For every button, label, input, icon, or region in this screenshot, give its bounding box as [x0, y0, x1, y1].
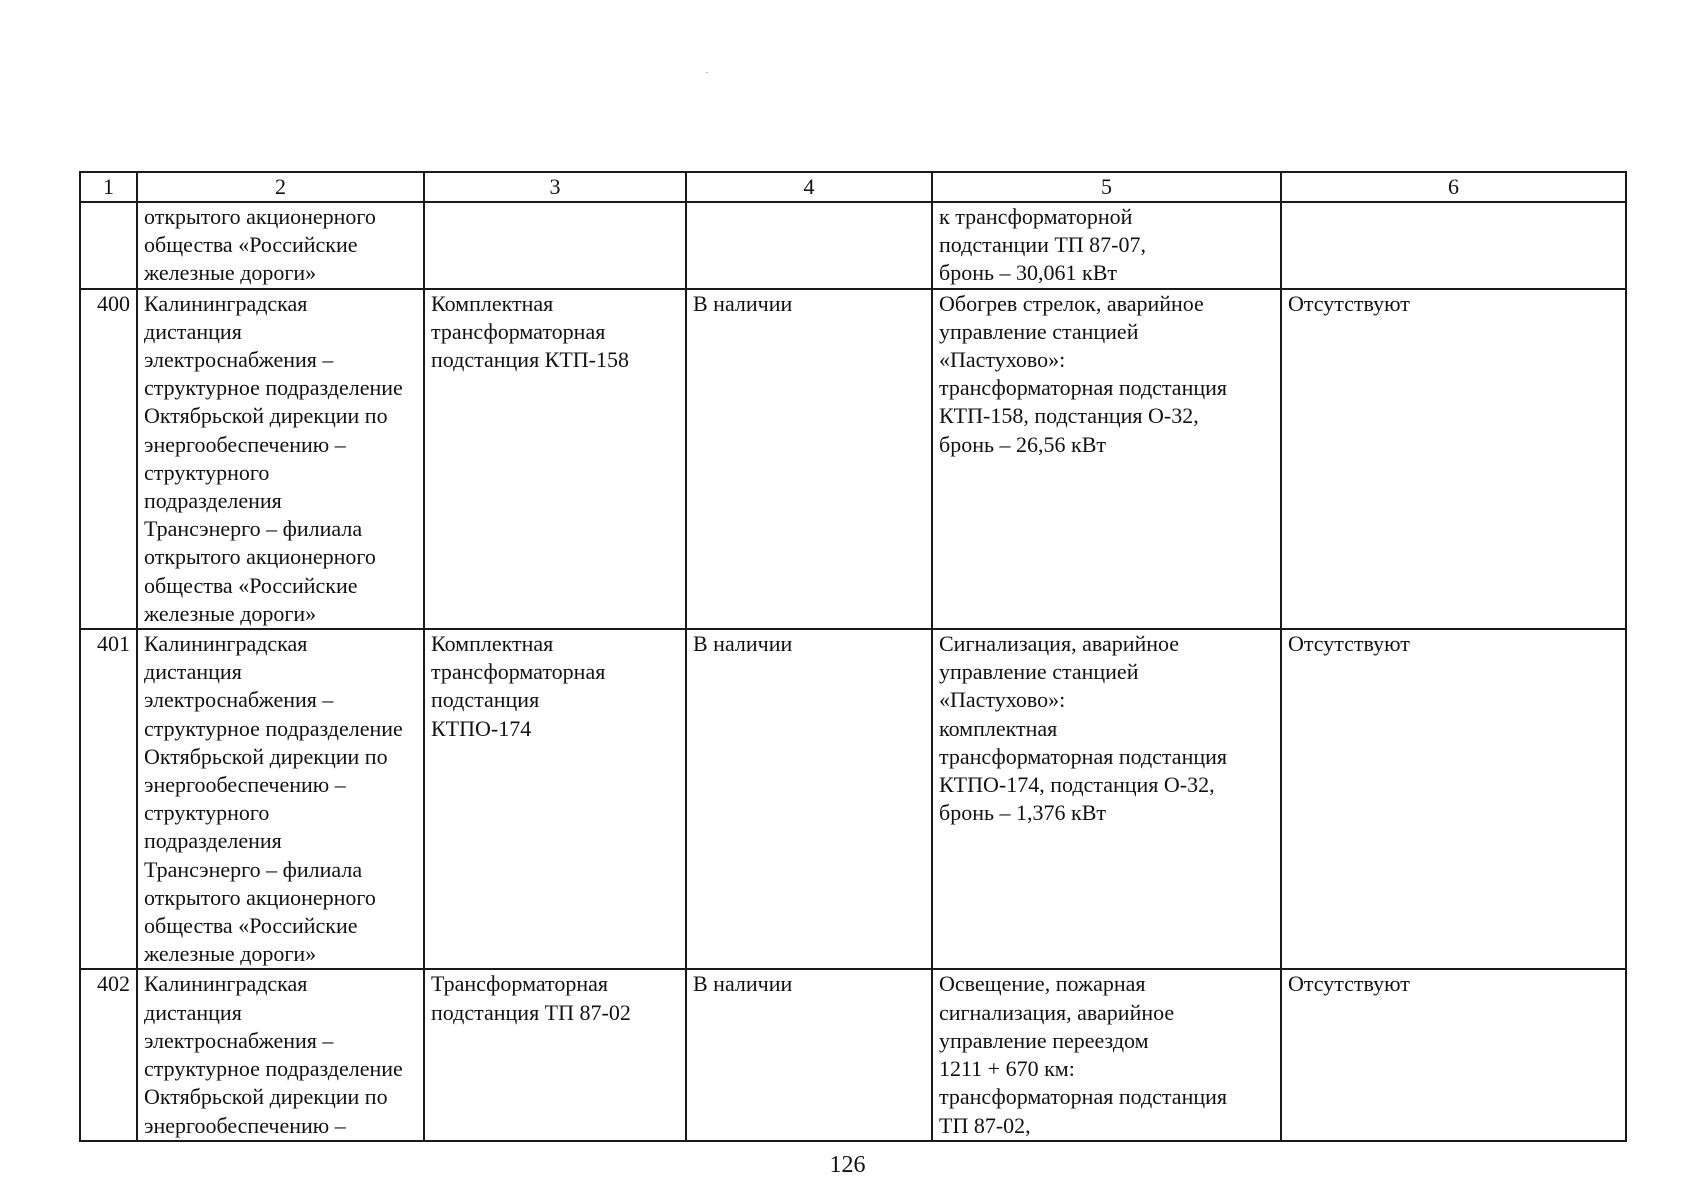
- text-line: энергообеспечению –: [144, 772, 346, 798]
- cell-organization: [137, 202, 424, 289]
- text-line: Октябрьской дирекции по: [144, 743, 388, 769]
- text-line: Освещение, пожарная: [939, 971, 1146, 997]
- cell-availability: В наличии: [686, 969, 932, 1140]
- text-line: электроснабжения –: [144, 1027, 334, 1053]
- text-line: Октябрьской дирекции по: [144, 403, 388, 429]
- text-line: трансформаторная подстанция: [939, 1084, 1228, 1110]
- text-line: ТП 87-02,: [939, 1112, 1031, 1138]
- text-line: управление переездом: [939, 1027, 1149, 1053]
- text-line: дистанция: [144, 999, 242, 1025]
- cell-purpose: [932, 969, 1281, 1140]
- text-line: энергообеспечению –: [144, 431, 346, 457]
- text-line: управление станцией: [939, 659, 1139, 685]
- cell-organization: [137, 289, 424, 629]
- text-line: КТПО-174, подстанция О-32,: [939, 772, 1215, 798]
- text-line: Трансформаторная: [431, 971, 609, 997]
- text-line: дистанция: [144, 318, 242, 344]
- column-header-6: 6: [1281, 172, 1626, 202]
- text-line: открытого акционерного: [144, 204, 376, 229]
- table-row-402: [80, 969, 1626, 1140]
- text-line: подразделения: [144, 828, 282, 854]
- scan-artifact: [706, 72, 708, 73]
- text-line: подразделения: [144, 488, 282, 514]
- text-line: Трансэнерго – филиала: [144, 856, 363, 882]
- cell-notes: Отсутствуют: [1281, 629, 1626, 969]
- table-row-400: [80, 289, 1626, 629]
- text-line: трансформаторная подстанция: [939, 375, 1228, 401]
- text-line: 1211 + 670 км:: [939, 1056, 1075, 1082]
- cell-availability: В наличии: [686, 289, 932, 629]
- header-row: [80, 172, 1626, 202]
- cell-number: 401: [80, 629, 137, 969]
- text-line: Обогрев стрелок, аварийное: [939, 290, 1204, 316]
- text-line: железные дороги»: [144, 260, 317, 286]
- column-header-1: 1: [80, 172, 137, 202]
- text-line: электроснабжения –: [144, 687, 334, 713]
- text-line: к трансформаторной: [939, 204, 1133, 229]
- text-line: подстанции ТП 87-07,: [939, 232, 1146, 258]
- column-header-5: 5: [932, 172, 1281, 202]
- text-line: общества «Российские: [144, 572, 358, 598]
- text-line: «Пастухово»:: [939, 347, 1066, 373]
- text-line: дистанция: [144, 659, 242, 685]
- continuation-row: [80, 202, 1626, 289]
- text-line: структурного: [144, 800, 270, 826]
- text-line: комплектная: [939, 715, 1058, 741]
- text-line: «Пастухово»:: [939, 687, 1066, 713]
- cell-number: 402: [80, 969, 137, 1140]
- text-line: КТПО-174: [431, 715, 532, 741]
- text-line: Трансэнерго – филиала: [144, 516, 363, 542]
- cell-availability: [686, 202, 932, 289]
- text-line: железные дороги»: [144, 941, 317, 967]
- table-row-401: [80, 629, 1626, 969]
- text-line: трансформаторная: [431, 659, 606, 685]
- cell-notes: [1281, 202, 1626, 289]
- cell-purpose: [932, 629, 1281, 969]
- cell-object: [424, 629, 686, 969]
- text-line: структурное подразделение: [144, 1056, 403, 1082]
- text-line: КТП-158, подстанция О-32,: [939, 403, 1199, 429]
- cell-object: [424, 969, 686, 1140]
- cell-availability: В наличии: [686, 629, 932, 969]
- text-line: электроснабжения –: [144, 347, 334, 373]
- cell-object: [424, 202, 686, 289]
- text-line: Калининградская: [144, 971, 308, 997]
- text-line: открытого акционерного: [144, 544, 376, 570]
- cell-purpose: [932, 202, 1281, 289]
- cell-number: 400: [80, 289, 137, 629]
- text-line: Калининградская: [144, 290, 308, 316]
- text-line: бронь – 26,56 кВт: [939, 431, 1106, 457]
- text-line: подстанция: [431, 687, 540, 713]
- column-header-3: 3: [424, 172, 686, 202]
- cell-notes: Отсутствуют: [1281, 969, 1626, 1140]
- text-line: общества «Российские: [144, 232, 358, 258]
- text-line: общества «Российские: [144, 913, 358, 939]
- text-line: трансформаторная подстанция: [939, 743, 1228, 769]
- text-line: трансформаторная: [431, 318, 606, 344]
- cell-object: [424, 289, 686, 629]
- text-line: подстанция ТП 87-02: [431, 999, 631, 1025]
- text-line: структурное подразделение: [144, 375, 403, 401]
- text-line: бронь – 1,376 кВт: [939, 800, 1106, 826]
- text-line: Комплектная: [431, 631, 554, 657]
- column-header-4: 4: [686, 172, 932, 202]
- text-line: управление станцией: [939, 318, 1139, 344]
- column-header-2: 2: [137, 172, 424, 202]
- text-line: железные дороги»: [144, 600, 317, 626]
- text-line: подстанция КТП-158: [431, 347, 630, 373]
- text-line: структурное подразделение: [144, 715, 403, 741]
- text-line: Комплектная: [431, 290, 554, 316]
- text-line: сигнализация, аварийное: [939, 999, 1175, 1025]
- text-line: Сигнализация, аварийное: [939, 631, 1180, 657]
- cell-organization: [137, 629, 424, 969]
- text-line: энергообеспечению –: [144, 1112, 346, 1138]
- text-line: бронь – 30,061 кВт: [939, 260, 1117, 286]
- page-number: 126: [829, 1152, 866, 1178]
- cell-purpose: [932, 289, 1281, 629]
- cell-organization: [137, 969, 424, 1140]
- cell-number: [80, 202, 137, 289]
- text-line: Октябрьской дирекции по: [144, 1084, 388, 1110]
- document-table: [79, 171, 1627, 1142]
- text-line: Калининградская: [144, 631, 308, 657]
- text-line: открытого акционерного: [144, 884, 376, 910]
- cell-notes: Отсутствуют: [1281, 289, 1626, 629]
- text-line: структурного: [144, 459, 270, 485]
